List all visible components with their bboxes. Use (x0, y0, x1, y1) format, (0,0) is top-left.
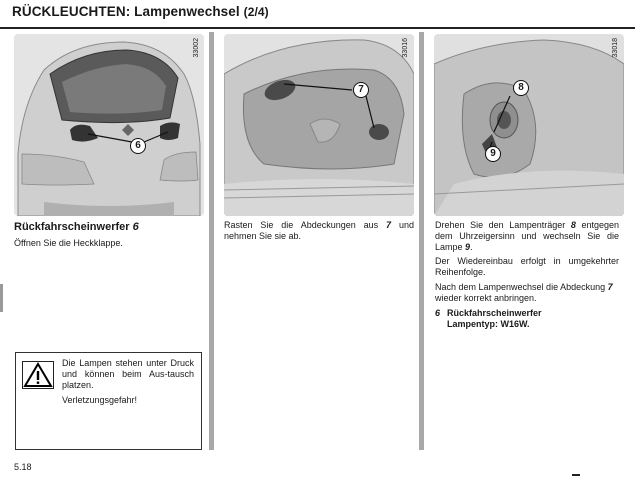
header-rule (0, 27, 635, 29)
legend-item-6 (435, 308, 619, 329)
instruction-remove-covers (224, 220, 414, 242)
legend-num: 6 (435, 308, 441, 318)
tailgate-illustration (224, 34, 414, 216)
section-heading (14, 221, 139, 233)
warning-triangle-icon (22, 361, 54, 389)
figure-tailgate-covers (224, 34, 414, 216)
instruction-num-7: 7 (386, 220, 392, 230)
p1-num-8: 8 (570, 220, 576, 230)
instruction-turn-holder (435, 220, 619, 253)
warning-text: Die Lampen stehen unter Druck und können beim Aus-tausch platzen. (62, 358, 194, 390)
figure-code-2: 33016 (402, 38, 409, 58)
heading-number: 6 (132, 221, 139, 233)
column-divider-2 (419, 32, 424, 450)
callout-6: 6 (130, 138, 146, 154)
column-divider-1 (209, 32, 214, 450)
callout-9: 9 (485, 146, 501, 162)
callout-8: 8 (513, 80, 529, 96)
p3-text-b: wieder korrekt anbringen. (435, 293, 537, 303)
page-part: (2/4) (243, 5, 269, 19)
footer-mark (572, 474, 580, 476)
p1-end: . (470, 242, 473, 252)
car-rear-illustration (14, 34, 204, 216)
p3-text-a: Nach dem Lampenwechsel die Abdeckung (435, 282, 606, 292)
instruction-refit-cover (435, 282, 619, 304)
warning-injury: Verletzungsgefahr! (62, 395, 138, 405)
instruction-text-b: und nehmen Sie sie ab. (224, 220, 414, 241)
legend-line1: Rückfahrscheinwerfer (447, 308, 542, 318)
legend-line2: Lampentyp: W16W. (447, 319, 530, 329)
instruction-reassembly: Der Wiedereinbau erfolgt in umgekehrter Reihenfolge. (435, 256, 619, 277)
page-title (12, 4, 269, 19)
p3-num-7: 7 (607, 282, 613, 292)
figure-code-1: 33002 (193, 38, 200, 58)
warning-box (15, 352, 202, 450)
p1-text-a: Drehen Sie den Lampenträger (435, 220, 566, 230)
heading-text: Rückfahrscheinwerfer (14, 221, 130, 233)
page-title-text: RÜCKLEUCHTEN: Lampenwechsel (12, 4, 240, 19)
page-number: 5.18 (14, 462, 32, 472)
instruction-open-tailgate: Öffnen Sie die Heckklappe. (14, 238, 123, 248)
margin-tab (0, 284, 3, 312)
figure-lamp-holder (434, 34, 624, 216)
instruction-text-a: Rasten Sie die Abdeckungen aus (224, 220, 379, 230)
lamp-holder-illustration (434, 34, 624, 216)
figure-car-rear (14, 34, 204, 216)
callout-7: 7 (353, 82, 369, 98)
p1-num-9: 9 (465, 242, 471, 252)
figure-code-3: 33018 (612, 38, 619, 58)
p1-text-b: entgegen dem Uhrzeigersinn und wechseln Sie die Lampe (435, 220, 619, 252)
